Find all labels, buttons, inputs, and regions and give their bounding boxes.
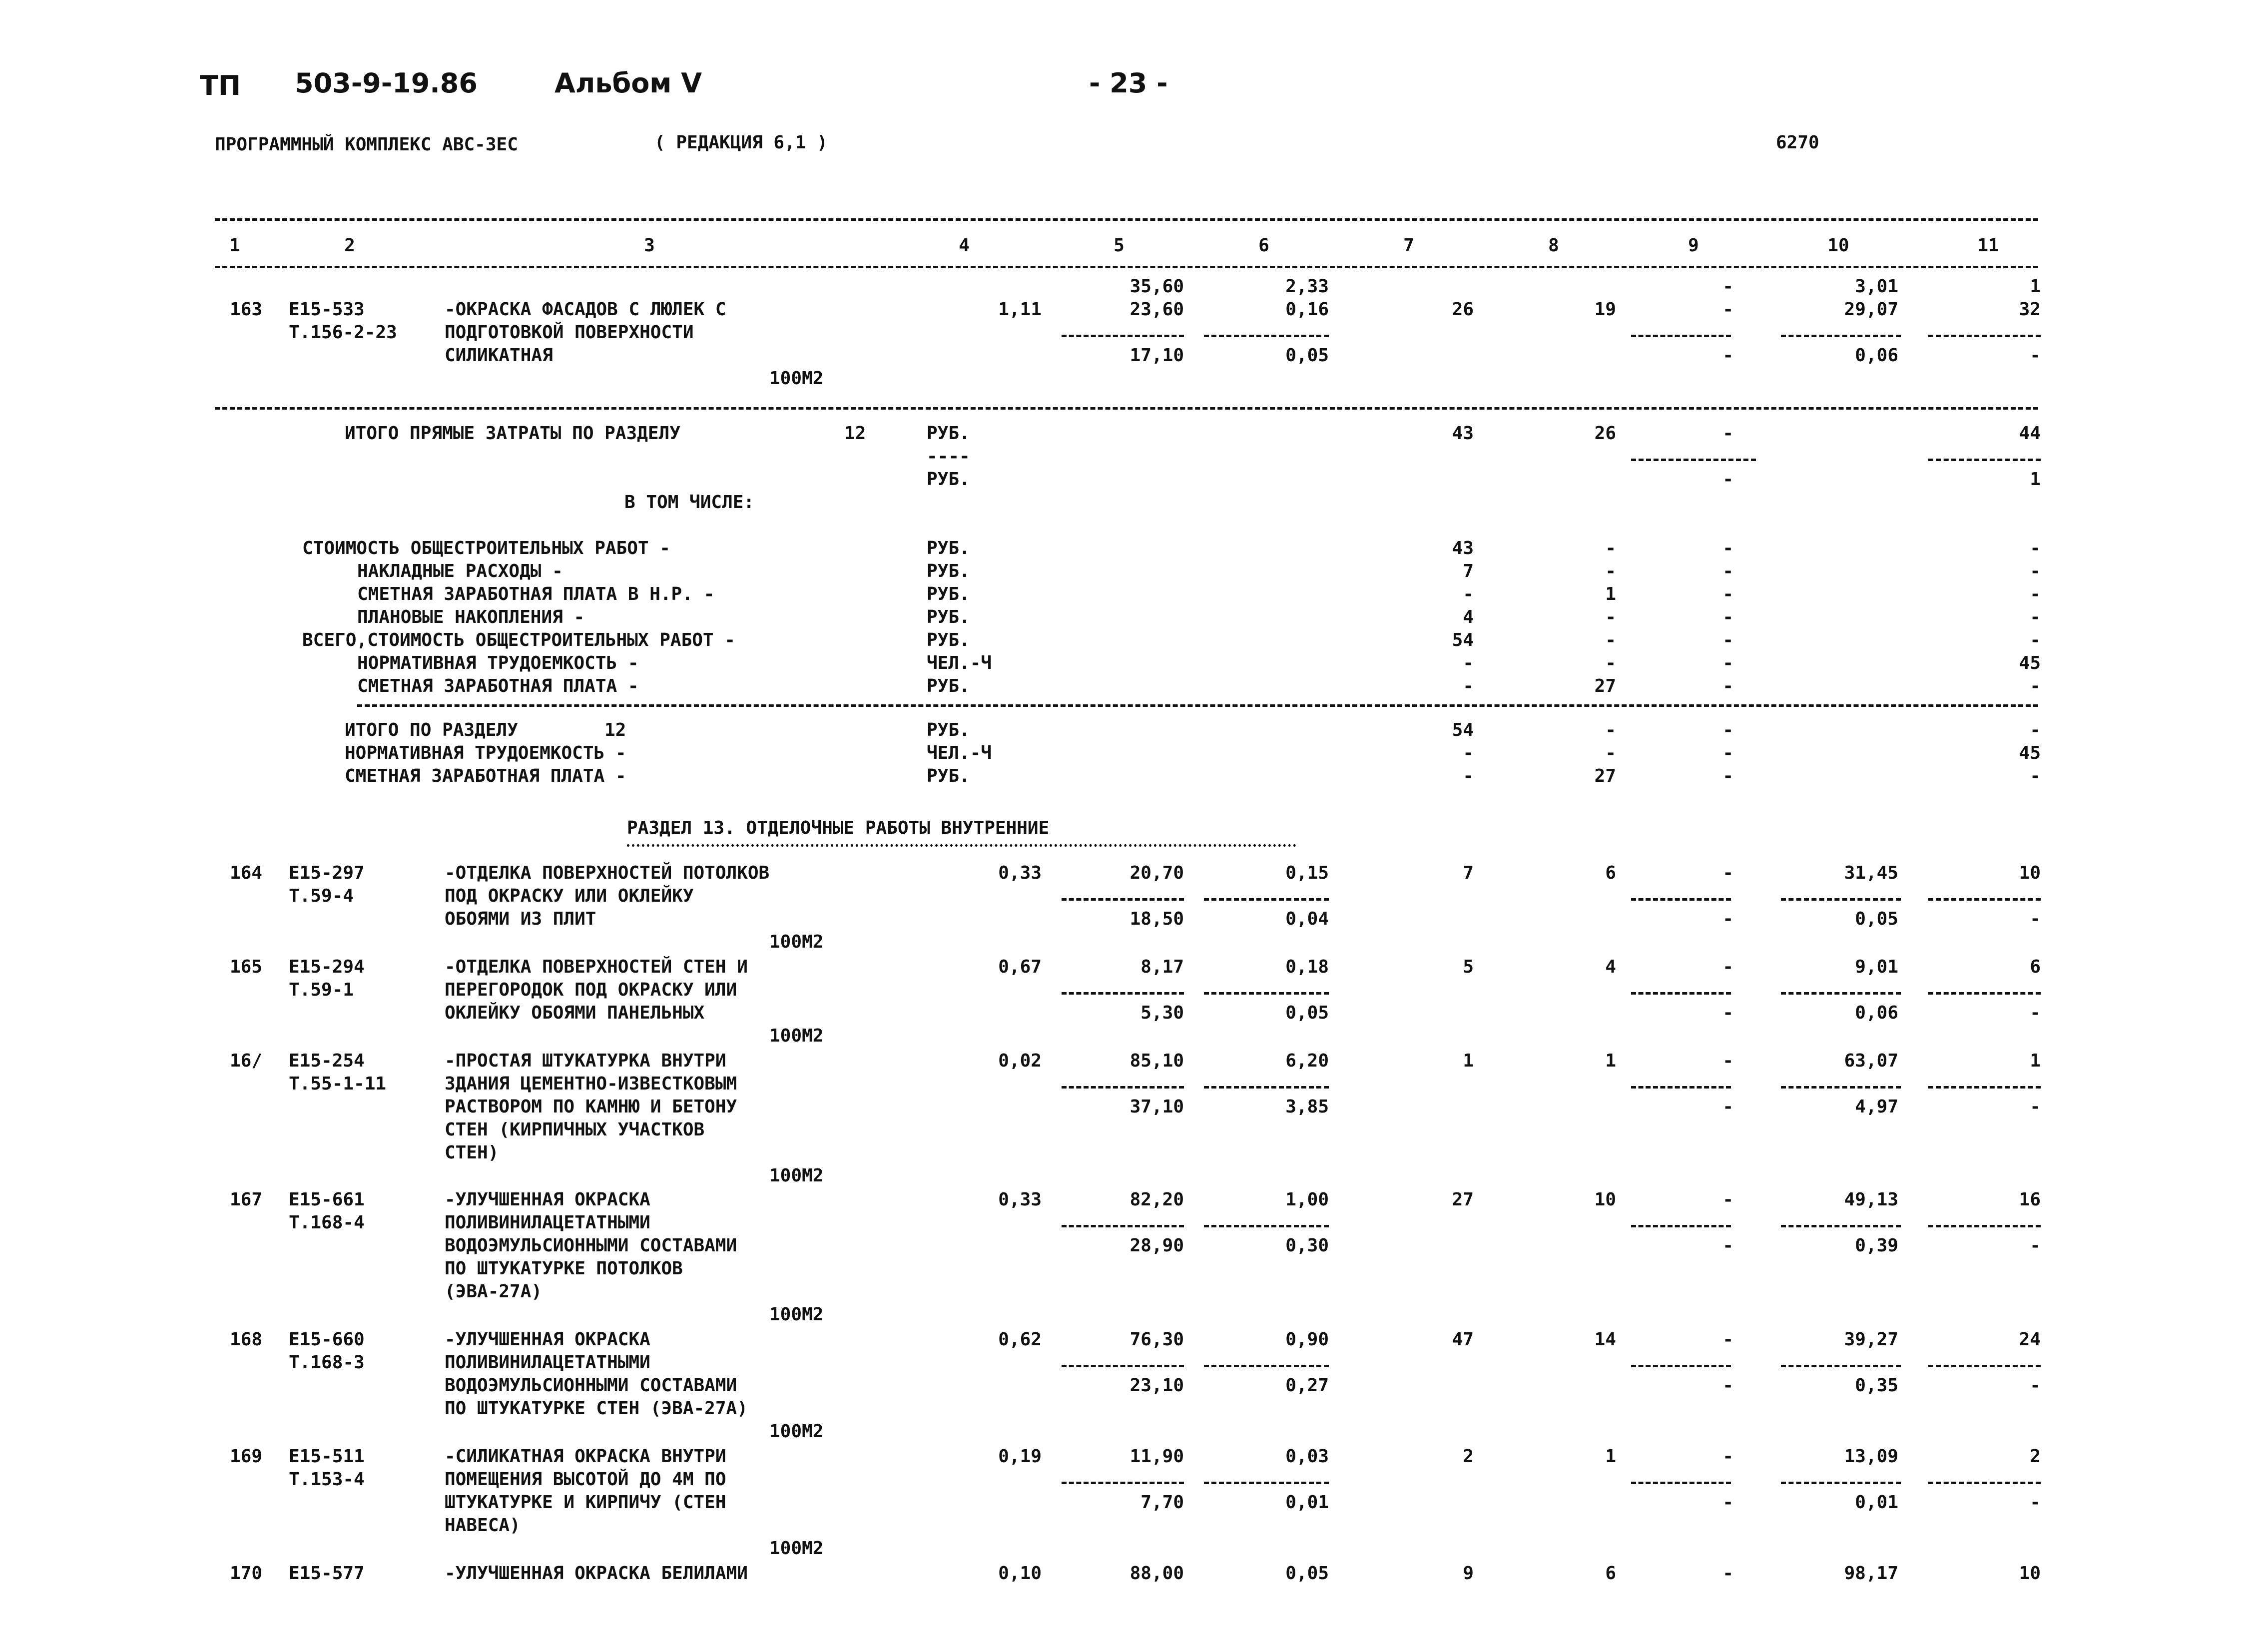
rate-code: Е15-294 xyxy=(289,957,365,977)
quantity: 0,33 xyxy=(998,863,1042,883)
work-description: -ОТДЕЛКА ПОВЕРХНОСТЕЙ ПОТОЛКОВ xyxy=(445,863,770,883)
wage-total: 1 xyxy=(1605,1446,1616,1467)
summary-item-machine: - xyxy=(1722,676,1733,696)
summary-item-cost: - xyxy=(1463,676,1474,696)
unit-cost: 88,00 xyxy=(1129,1563,1184,1584)
machine-cost: - xyxy=(1722,1492,1733,1513)
section-total-label: ИТОГО ПО РАЗДЕЛУ xyxy=(345,720,518,740)
labor-total: 2 xyxy=(2030,1446,2041,1467)
measure-unit: 100М2 xyxy=(769,1304,824,1325)
subtotal-dash xyxy=(1781,1086,1901,1089)
rate-code: Е15-533 xyxy=(289,299,365,320)
column-number-4: 4 xyxy=(959,235,970,256)
wage-cost: 0,30 xyxy=(1285,1235,1329,1256)
unit-cost: 35,60 xyxy=(1129,276,1184,297)
work-description: ОБОЯМИ ИЗ ПЛИТ xyxy=(445,909,596,929)
work-description: -ПРОСТАЯ ШТУКАТУРКА ВНУТРИ xyxy=(445,1051,726,1071)
measure-unit: 100М2 xyxy=(769,368,824,389)
column-number-6: 6 xyxy=(1258,235,1269,256)
total-cost: 27 xyxy=(1452,1189,1474,1210)
section-total-labor: 45 xyxy=(2019,743,2041,763)
subtotal-dash xyxy=(1781,1225,1901,1227)
quantity: 0,62 xyxy=(998,1329,1042,1350)
machine-cost: - xyxy=(1722,299,1733,320)
total-cost: 47 xyxy=(1452,1329,1474,1350)
labor-norm: 0,06 xyxy=(1855,1003,1898,1023)
machine-cost: - xyxy=(1722,957,1733,977)
column-number-9: 9 xyxy=(1688,235,1699,256)
summary-section-no: 12 xyxy=(844,423,866,444)
work-description: (ЭВА-27А) xyxy=(445,1281,543,1302)
subtotal-dash xyxy=(1204,1086,1329,1089)
section-total-unit: РУБ. xyxy=(927,766,970,786)
summary-machine-cost: - xyxy=(1722,423,1733,444)
work-description: СИЛИКАТНАЯ xyxy=(445,345,553,366)
summary-unit: РУБ. xyxy=(927,423,970,444)
labor-total: 24 xyxy=(2019,1329,2041,1350)
subtotal-dash xyxy=(1631,1086,1731,1089)
summary-item-wage: - xyxy=(1605,561,1616,581)
summary-item-labor: - xyxy=(2030,561,2041,581)
column-number-11: 11 xyxy=(1977,235,1999,256)
wage-cost: 0,03 xyxy=(1285,1446,1329,1467)
wage-cost: 6,20 xyxy=(1285,1051,1329,1071)
quantity: 0,19 xyxy=(998,1446,1042,1467)
labor-total: - xyxy=(2030,1003,2041,1023)
machine-cost: - xyxy=(1722,345,1733,366)
row-number: 165 xyxy=(230,957,263,977)
summary-unit-dashes: ---- xyxy=(927,446,970,467)
summary-item-cost: - xyxy=(1463,584,1474,604)
summary-item-unit: РУБ. xyxy=(927,561,970,581)
work-description: ЗДАНИЯ ЦЕМЕНТНО-ИЗВЕСТКОВЫМ xyxy=(445,1074,737,1094)
subtotal-dash xyxy=(1062,898,1184,901)
labor-total: - xyxy=(2030,345,2041,366)
summary-item-labor: - xyxy=(2030,630,2041,650)
rate-reference: Т.59-1 xyxy=(289,980,354,1000)
subtotal-dash xyxy=(1631,1225,1731,1227)
machine-cost: - xyxy=(1722,1563,1733,1584)
rate-reference: Т.168-4 xyxy=(289,1212,365,1233)
subtotal-dash xyxy=(1928,459,2041,461)
unit-cost: 82,20 xyxy=(1129,1189,1184,1210)
row-number: 167 xyxy=(230,1189,263,1210)
labor-norm: 29,07 xyxy=(1844,299,1898,320)
summary-item-machine: - xyxy=(1722,653,1733,673)
wage-cost: 2,33 xyxy=(1285,276,1329,297)
work-description: ПО ШТУКАТУРКЕ СТЕН (ЭВА-27А) xyxy=(445,1398,748,1419)
subtotal-dash xyxy=(1062,1086,1184,1089)
section-total-label: СМЕТНАЯ ЗАРАБОТНАЯ ПЛАТА - xyxy=(345,766,626,786)
unit-cost: 7,70 xyxy=(1140,1492,1184,1513)
work-description: ВОДОЭМУЛЬСИОННЫМИ СОСТАВАМИ xyxy=(445,1235,737,1256)
labor-total: 16 xyxy=(2019,1189,2041,1210)
row-number: 168 xyxy=(230,1329,263,1350)
machine-cost: - xyxy=(1722,1051,1733,1071)
summary-item-label: НОРМАТИВНАЯ ТРУДОЕМКОСТЬ - xyxy=(357,653,639,673)
section-total-wage: 27 xyxy=(1594,766,1616,786)
labor-norm: 9,01 xyxy=(1855,957,1898,977)
album-label: Альбом V xyxy=(555,67,702,99)
labor-total: 6 xyxy=(2030,957,2041,977)
subtotal-dash xyxy=(1204,335,1329,337)
subtotal-dash xyxy=(1928,1086,2041,1089)
row-number: 169 xyxy=(230,1446,263,1467)
labor-total: - xyxy=(2030,1235,2041,1256)
summary-item-machine: - xyxy=(1722,607,1733,627)
rate-code: Е15-660 xyxy=(289,1329,365,1350)
wage-cost: 0,05 xyxy=(1285,1563,1329,1584)
subtotal-dash xyxy=(1204,992,1329,995)
subtotal-dash xyxy=(1631,459,1756,461)
summary-item-unit: РУБ. xyxy=(927,538,970,558)
unit-cost: 37,10 xyxy=(1129,1097,1184,1117)
summary-unit: РУБ. xyxy=(927,469,970,490)
rate-code: Е15-297 xyxy=(289,863,365,883)
work-description: ОКЛЕЙКУ ОБОЯМИ ПАНЕЛЬНЫХ xyxy=(445,1003,705,1023)
labor-total: 10 xyxy=(2019,1563,2041,1584)
program-revision: ( РЕДАКЦИЯ 6,1 ) xyxy=(654,132,828,153)
total-cost: 7 xyxy=(1463,863,1474,883)
total-cost: 1 xyxy=(1463,1051,1474,1071)
summary-item-label: НАКЛАДНЫЕ РАСХОДЫ - xyxy=(357,561,563,581)
row-number: 170 xyxy=(230,1563,263,1584)
subtotal-dash xyxy=(1204,1482,1329,1484)
unit-cost: 23,10 xyxy=(1129,1375,1184,1396)
unit-cost: 76,30 xyxy=(1129,1329,1184,1350)
quantity: 0,33 xyxy=(998,1189,1042,1210)
summary-item-unit: РУБ. xyxy=(927,607,970,627)
unit-cost: 8,17 xyxy=(1140,957,1184,977)
work-description: ПОДГОТОВКОЙ ПОВЕРХНОСТИ xyxy=(445,322,694,343)
wage-cost: 0,04 xyxy=(1285,909,1329,929)
section-total-cost: 54 xyxy=(1452,720,1474,740)
machine-cost: - xyxy=(1722,1375,1733,1396)
total-cost: 9 xyxy=(1463,1563,1474,1584)
subtotal-dash xyxy=(1781,1365,1901,1367)
subtotal-dash xyxy=(1204,898,1329,901)
measure-unit: 100М2 xyxy=(769,1421,824,1442)
labor-norm: 4,97 xyxy=(1855,1097,1898,1117)
machine-cost: - xyxy=(1722,909,1733,929)
subtotal-dash xyxy=(1204,1225,1329,1227)
unit-cost: 85,10 xyxy=(1129,1051,1184,1071)
work-description: -УЛУЧШЕННАЯ ОКРАСКА xyxy=(445,1189,650,1210)
machine-cost: - xyxy=(1722,1189,1733,1210)
work-description: ПО ШТУКАТУРКЕ ПОТОЛКОВ xyxy=(445,1258,683,1279)
wage-cost: 0,15 xyxy=(1285,863,1329,883)
unit-cost: 11,90 xyxy=(1129,1446,1184,1467)
summary-item-wage: - xyxy=(1605,653,1616,673)
summary-item-wage: - xyxy=(1605,607,1616,627)
summary-item-cost: - xyxy=(1463,653,1474,673)
column-number-1: 1 xyxy=(229,235,240,256)
section-total-wage: - xyxy=(1605,743,1616,763)
wage-cost: 0,01 xyxy=(1285,1492,1329,1513)
row-number: 164 xyxy=(230,863,263,883)
summary-item-machine: - xyxy=(1722,584,1733,604)
work-description: ПОЛИВИНИЛАЦЕТАТНЫМИ xyxy=(445,1212,650,1233)
labor-norm: 13,09 xyxy=(1844,1446,1898,1467)
section-underline xyxy=(627,844,1296,847)
wage-total: 6 xyxy=(1605,1563,1616,1584)
unit-cost: 18,50 xyxy=(1129,909,1184,929)
work-description: -ОКРАСКА ФАСАДОВ С ЛЮЛЕК С xyxy=(445,299,726,320)
labor-norm: 39,27 xyxy=(1844,1329,1898,1350)
measure-unit: 100М2 xyxy=(769,932,824,952)
labor-norm: 31,45 xyxy=(1844,863,1898,883)
column-number-3: 3 xyxy=(644,235,655,256)
document-number: 6270 xyxy=(1776,132,1819,153)
rate-code: Е15-254 xyxy=(289,1051,365,1071)
machine-cost: - xyxy=(1722,1446,1733,1467)
subtotal-dash xyxy=(1062,335,1184,337)
labor-total: - xyxy=(2030,1097,2041,1117)
summary-rule xyxy=(357,704,2038,707)
wage-total: 10 xyxy=(1594,1189,1616,1210)
labor-norm: 0,06 xyxy=(1855,345,1898,366)
program-name: ПРОГРАММНЫЙ КОМПЛЕКС АВС-ЗЕС xyxy=(215,134,518,155)
subtotal-dash xyxy=(1928,898,2041,901)
work-description: ВОДОЭМУЛЬСИОННЫМИ СОСТАВАМИ xyxy=(445,1375,737,1396)
column-number-2: 2 xyxy=(344,235,355,256)
summary-item-labor: - xyxy=(2030,584,2041,604)
column-number-8: 8 xyxy=(1548,235,1559,256)
work-description: -УЛУЧШЕННАЯ ОКРАСКА xyxy=(445,1329,650,1350)
header-rule-top xyxy=(215,218,2038,221)
labor-norm: 0,35 xyxy=(1855,1375,1898,1396)
subtotal-dash xyxy=(1062,1482,1184,1484)
unit-cost: 20,70 xyxy=(1129,863,1184,883)
quantity: 0,02 xyxy=(998,1051,1042,1071)
summary-labor-total: 1 xyxy=(2030,469,2041,490)
rate-reference: Т.156-2-23 xyxy=(289,322,397,343)
summary-item-machine: - xyxy=(1722,538,1733,558)
machine-cost: - xyxy=(1722,1003,1733,1023)
work-description: -ОТДЕЛКА ПОВЕРХНОСТЕЙ СТЕН И xyxy=(445,957,748,977)
subtotal-dash xyxy=(1781,898,1901,901)
summary-item-wage: - xyxy=(1605,538,1616,558)
wage-cost: 3,85 xyxy=(1285,1097,1329,1117)
section-total-labor: - xyxy=(2030,766,2041,786)
machine-cost: - xyxy=(1722,276,1733,297)
wage-cost: 0,27 xyxy=(1285,1375,1329,1396)
subtotal-dash xyxy=(1631,335,1731,337)
labor-norm: 0,01 xyxy=(1855,1492,1898,1513)
page-number: - 23 - xyxy=(1089,67,1168,99)
unit-cost: 5,30 xyxy=(1140,1003,1184,1023)
labor-total: 1 xyxy=(2030,1051,2041,1071)
labor-total: 32 xyxy=(2019,299,2041,320)
subtotal-dash xyxy=(1062,1225,1184,1227)
work-description: -СИЛИКАТНАЯ ОКРАСКА ВНУТРИ xyxy=(445,1446,726,1467)
rate-reference: Т.153-4 xyxy=(289,1469,365,1490)
subtotal-dash xyxy=(1204,1365,1329,1367)
section-total-cost: - xyxy=(1463,743,1474,763)
subtotal-dash xyxy=(1781,335,1901,337)
section-total-machine: - xyxy=(1722,766,1733,786)
rate-code: Е15-511 xyxy=(289,1446,365,1467)
section-total-unit: ЧЕЛ.-Ч xyxy=(927,743,992,763)
rate-reference: Т.59-4 xyxy=(289,886,354,906)
work-description: ПЕРЕГОРОДОК ПОД ОКРАСКУ ИЛИ xyxy=(445,980,737,1000)
rate-code: Е15-661 xyxy=(289,1189,365,1210)
summary-item-cost: 54 xyxy=(1452,630,1474,650)
subtotal-dash xyxy=(1062,992,1184,995)
including-label: В ТОМ ЧИСЛЕ: xyxy=(624,492,755,513)
row-number: 163 xyxy=(230,299,263,320)
summary-item-label: СМЕТНАЯ ЗАРАБОТНАЯ ПЛАТА В Н.Р. - xyxy=(357,584,715,604)
machine-cost: - xyxy=(1722,1097,1733,1117)
machine-cost: - xyxy=(1722,1235,1733,1256)
summary-item-wage: 1 xyxy=(1605,584,1616,604)
summary-item-labor: - xyxy=(2030,607,2041,627)
unit-cost: 17,10 xyxy=(1129,345,1184,366)
subtotal-dash xyxy=(1928,1225,2041,1227)
subtotal-dash xyxy=(1928,992,2041,995)
summary-item-labor: - xyxy=(2030,676,2041,696)
summary-item-machine: - xyxy=(1722,561,1733,581)
section-total-unit: РУБ. xyxy=(927,720,970,740)
summary-item-label: ПЛАНОВЫЕ НАКОПЛЕНИЯ - xyxy=(357,607,585,627)
section-total-cost: - xyxy=(1463,766,1474,786)
labor-total: - xyxy=(2030,1375,2041,1396)
summary-labor-total: 44 xyxy=(2019,423,2041,444)
summary-item-machine: - xyxy=(1722,630,1733,650)
section-total-labor: - xyxy=(2030,720,2041,740)
column-number-7: 7 xyxy=(1403,235,1414,256)
quantity: 1,11 xyxy=(998,299,1042,320)
labor-norm: 63,07 xyxy=(1844,1051,1898,1071)
labor-norm: 98,17 xyxy=(1844,1563,1898,1584)
header-rule-bottom xyxy=(215,266,2038,268)
summary-item-label: ВСЕГО,СТОИМОСТЬ ОБЩЕСТРОИТЕЛЬНЫХ РАБОТ - xyxy=(302,630,735,650)
summary-rule xyxy=(215,407,2038,410)
work-description: РАСТВОРОМ ПО КАМНЮ И БЕТОНУ xyxy=(445,1097,737,1117)
machine-cost: - xyxy=(1722,1329,1733,1350)
total-cost: 26 xyxy=(1452,299,1474,320)
summary-item-unit: ЧЕЛ.-Ч xyxy=(927,653,992,673)
summary-item-cost: 4 xyxy=(1463,607,1474,627)
row-number: 16/ xyxy=(230,1051,263,1071)
work-description: ШТУКАТУРКЕ И КИРПИЧУ (СТЕН xyxy=(445,1492,726,1513)
wage-cost: 0,90 xyxy=(1285,1329,1329,1350)
column-number-5: 5 xyxy=(1114,235,1124,256)
labor-norm: 0,39 xyxy=(1855,1235,1898,1256)
measure-unit: 100М2 xyxy=(769,1165,824,1186)
rate-reference: Т.55-1-11 xyxy=(289,1074,387,1094)
measure-unit: 100М2 xyxy=(769,1026,824,1046)
quantity: 0,67 xyxy=(998,957,1042,977)
work-description: -УЛУЧШЕННАЯ ОКРАСКА БЕЛИЛАМИ xyxy=(445,1563,748,1584)
work-description: ПОЛИВИНИЛАЦЕТАТНЫМИ xyxy=(445,1352,650,1373)
unit-cost: 28,90 xyxy=(1129,1235,1184,1256)
wage-cost: 0,18 xyxy=(1285,957,1329,977)
labor-total: 1 xyxy=(2030,276,2041,297)
labor-total: - xyxy=(2030,1492,2041,1513)
subtotal-dash xyxy=(1062,1365,1184,1367)
labor-norm: 3,01 xyxy=(1855,276,1898,297)
section-total-machine: - xyxy=(1722,720,1733,740)
summary-item-unit: РУБ. xyxy=(927,630,970,650)
wage-total: 19 xyxy=(1594,299,1616,320)
subtotal-dash xyxy=(1631,1482,1731,1484)
labor-norm: 49,13 xyxy=(1844,1189,1898,1210)
labor-norm: 0,05 xyxy=(1855,909,1898,929)
subtotal-dash xyxy=(1781,1482,1901,1484)
rate-code: Е15-577 xyxy=(289,1563,365,1584)
subtotal-dash xyxy=(1928,1365,2041,1367)
section-total-machine: - xyxy=(1722,743,1733,763)
summary-item-cost: 7 xyxy=(1463,561,1474,581)
rate-reference: Т.168-3 xyxy=(289,1352,365,1373)
summary-total-cost: 43 xyxy=(1452,423,1474,444)
total-cost: 2 xyxy=(1463,1446,1474,1467)
wage-cost: 0,05 xyxy=(1285,345,1329,366)
summary-item-unit: РУБ. xyxy=(927,584,970,604)
section-total-label: НОРМАТИВНАЯ ТРУДОЕМКОСТЬ - xyxy=(345,743,626,763)
document-code: 503-9-19.86 xyxy=(295,67,478,99)
subtotal-dash xyxy=(1631,898,1731,901)
wage-cost: 0,05 xyxy=(1285,1003,1329,1023)
section-total-no: 12 xyxy=(604,720,626,740)
summary-machine-cost: - xyxy=(1722,469,1733,490)
total-cost: 5 xyxy=(1463,957,1474,977)
subtotal-dash xyxy=(1781,992,1901,995)
section-total-wage: - xyxy=(1605,720,1616,740)
work-description: СТЕН (КИРПИЧНЫХ УЧАСТКОВ xyxy=(445,1119,705,1140)
subtotal-dash xyxy=(1928,335,2041,337)
wage-total: 6 xyxy=(1605,863,1616,883)
work-description: НАВЕСА) xyxy=(445,1515,521,1536)
summary-item-label: СТОИМОСТЬ ОБЩЕСТРОИТЕЛЬНЫХ РАБОТ - xyxy=(302,538,670,558)
summary-item-unit: РУБ. xyxy=(927,676,970,696)
wage-cost: 0,16 xyxy=(1285,299,1329,320)
work-description: ПОД ОКРАСКУ ИЛИ ОКЛЕЙКУ xyxy=(445,886,694,906)
work-description: ПОМЕЩЕНИЯ ВЫСОТОЙ ДО 4М ПО xyxy=(445,1469,726,1490)
wage-total: 14 xyxy=(1594,1329,1616,1350)
wage-total: 4 xyxy=(1605,957,1616,977)
summary-total-label: ИТОГО ПРЯМЫЕ ЗАТРАТЫ ПО РАЗДЕЛУ xyxy=(345,423,680,444)
measure-unit: 100М2 xyxy=(769,1538,824,1559)
subtotal-dash xyxy=(1631,1365,1731,1367)
labor-total: 10 xyxy=(2019,863,2041,883)
wage-cost: 1,00 xyxy=(1285,1189,1329,1210)
summary-item-labor: 45 xyxy=(2019,653,2041,673)
summary-item-label: СМЕТНАЯ ЗАРАБОТНАЯ ПЛАТА - xyxy=(357,676,639,696)
machine-cost: - xyxy=(1722,863,1733,883)
summary-item-wage: - xyxy=(1605,630,1616,650)
quantity: 0,10 xyxy=(998,1563,1042,1584)
work-description: СТЕН) xyxy=(445,1142,499,1163)
wage-total: 1 xyxy=(1605,1051,1616,1071)
subtotal-dash xyxy=(1928,1482,2041,1484)
subtotal-dash xyxy=(1631,992,1731,995)
summary-item-labor: - xyxy=(2030,538,2041,558)
summary-item-wage: 27 xyxy=(1594,676,1616,696)
column-number-10: 10 xyxy=(1827,235,1849,256)
summary-wage-total: 26 xyxy=(1594,423,1616,444)
section-title: РАЗДЕЛ 13. ОТДЕЛОЧНЫЕ РАБОТЫ ВНУТРЕННИЕ xyxy=(627,818,1050,838)
unit-cost: 23,60 xyxy=(1129,299,1184,320)
labor-total: - xyxy=(2030,909,2041,929)
summary-item-cost: 43 xyxy=(1452,538,1474,558)
series-label: ТП xyxy=(200,70,241,101)
